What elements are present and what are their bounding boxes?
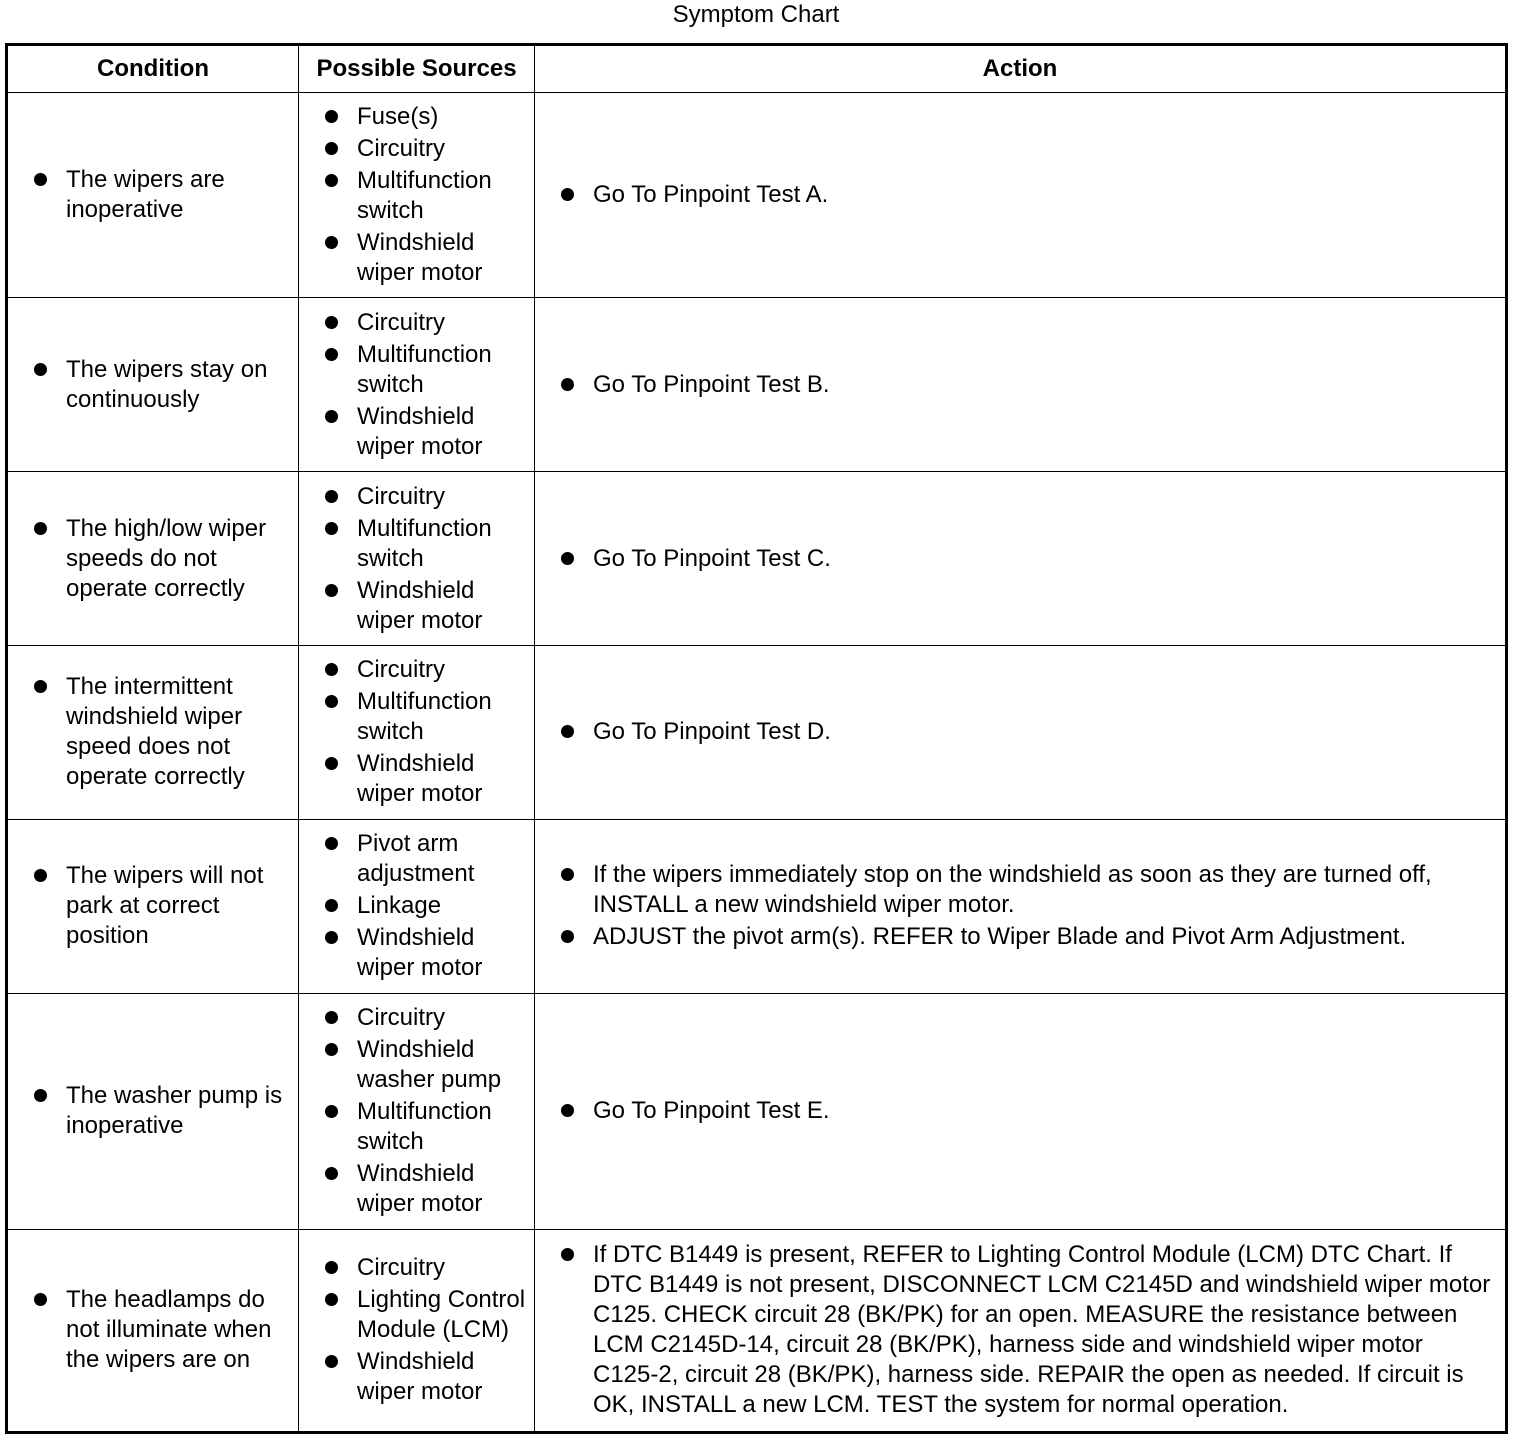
source-item: Circuitry: [299, 655, 534, 685]
action-item: Go To Pinpoint Test A.: [535, 180, 1505, 210]
sources-cell: [299, 472, 535, 646]
sources-cell: [299, 1229, 535, 1432]
action-cell: [535, 93, 1507, 298]
action-item: ADJUST the pivot arm(s). REFER to Wiper Blade and Pivot Arm Adjustment.: [535, 922, 1505, 952]
source-item: Linkage: [299, 891, 534, 921]
source-item: Windshield wiper motor: [299, 228, 534, 288]
source-item: Circuitry: [299, 134, 534, 164]
condition-cell: [7, 472, 299, 646]
action-item: Go To Pinpoint Test E.: [535, 1096, 1505, 1126]
condition-cell: [7, 993, 299, 1229]
chart-title: Symptom Chart: [672, 1, 840, 28]
condition-cell: [7, 819, 299, 993]
source-item: Windshield washer pump: [299, 1035, 534, 1095]
sources-cell: [299, 819, 535, 993]
sources-cell: [299, 646, 535, 819]
source-item: Multifunction switch: [299, 687, 534, 747]
condition-text: The high/low wiper speeds do not operate correctly: [8, 514, 298, 604]
source-item: Pivot arm adjustment: [299, 829, 534, 889]
action-cell: [535, 298, 1507, 472]
symptom-chart-table: [5, 43, 1508, 1434]
condition-text: The wipers will not park at correct position: [8, 861, 298, 951]
header-possible-sources: Possible Sources: [299, 45, 535, 93]
action-cell: [535, 819, 1507, 993]
table-row: [7, 93, 1507, 298]
source-item: Multifunction switch: [299, 340, 534, 400]
header-condition: Condition: [7, 45, 299, 93]
sources-cell: [299, 993, 535, 1229]
source-item: Circuitry: [299, 1253, 534, 1283]
sources-cell: [299, 298, 535, 472]
action-item: Go To Pinpoint Test B.: [535, 370, 1505, 400]
action-item: If the wipers immediately stop on the windshield as soon as they are turned off, INSTALL a new windshield wiper motor.: [535, 860, 1505, 920]
source-item: Fuse(s): [299, 102, 534, 132]
condition-cell: [7, 646, 299, 819]
condition-text: The intermittent windshield wiper speed does not operate correctly: [8, 672, 298, 792]
condition-text: The washer pump is inoperative: [8, 1081, 298, 1141]
source-item: Multifunction switch: [299, 514, 534, 574]
source-item: Windshield wiper motor: [299, 576, 534, 636]
source-item: Multifunction switch: [299, 1097, 534, 1157]
action-item: If DTC B1449 is present, REFER to Lighting Control Module (LCM) DTC Chart. If DTC B1449 is not present, DISCONNECT LCM C2145D and windshield wiper motor C125. CHECK circuit 28 (BK/PK) for an open. MEASURE the resistance between LCM C2145D-14, circuit 28 (BK/PK), harness side and windshield wiper motor C125-2, circuit 28 (BK/PK), harness side. REPAIR the open as needed. If circuit is OK, INSTALL a new LCM. TEST the system for normal operation.: [535, 1240, 1505, 1420]
source-item: Circuitry: [299, 1003, 534, 1033]
table-row: [7, 298, 1507, 472]
source-item: Multifunction switch: [299, 166, 534, 226]
condition-text: The headlamps do not illuminate when the wipers are on: [8, 1285, 298, 1375]
action-item: Go To Pinpoint Test D.: [535, 717, 1505, 747]
table-row: [7, 993, 1507, 1229]
sources-cell: [299, 93, 535, 298]
action-item: Go To Pinpoint Test C.: [535, 544, 1505, 574]
source-item: Lighting Control Module (LCM): [299, 1285, 534, 1345]
condition-cell: [7, 298, 299, 472]
header-action: Action: [535, 45, 1507, 93]
source-item: Windshield wiper motor: [299, 923, 534, 983]
action-cell: [535, 646, 1507, 819]
action-cell: [535, 1229, 1507, 1432]
table-row: [7, 1229, 1507, 1432]
table-row: [7, 646, 1507, 819]
condition-cell: [7, 93, 299, 298]
condition-text: The wipers are inoperative: [8, 165, 298, 225]
source-item: Windshield wiper motor: [299, 749, 534, 809]
table-row: [7, 472, 1507, 646]
table-row: [7, 819, 1507, 993]
source-item: Circuitry: [299, 482, 534, 512]
header-row: [7, 45, 1507, 93]
source-item: Windshield wiper motor: [299, 402, 534, 462]
condition-text: The wipers stay on continuously: [8, 355, 298, 415]
source-item: Windshield wiper motor: [299, 1159, 534, 1219]
source-item: Windshield wiper motor: [299, 1347, 534, 1407]
source-item: Circuitry: [299, 308, 534, 338]
action-cell: [535, 993, 1507, 1229]
condition-cell: [7, 1229, 299, 1432]
action-cell: [535, 472, 1507, 646]
